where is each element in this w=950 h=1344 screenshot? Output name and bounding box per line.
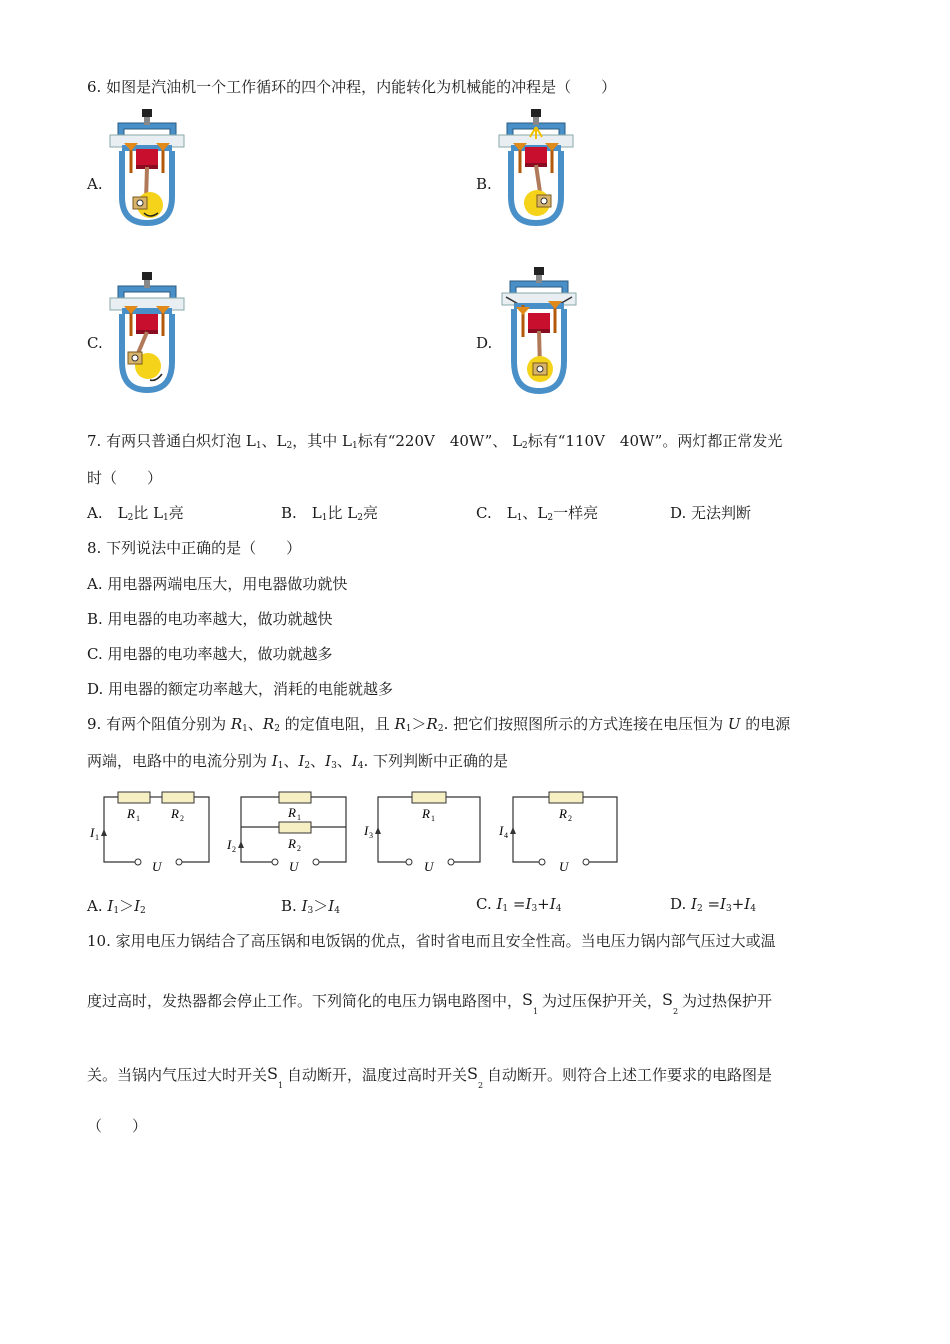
engine-figure-c	[104, 270, 190, 396]
q7-stem-line2: 时（ ）	[87, 469, 163, 487]
q9-option-d[interactable]: D. $I_2 =I_3+I_4$	[670, 895, 756, 914]
circuit-r2-only	[497, 787, 622, 875]
switch-s2-symbol: S 2	[662, 990, 679, 1016]
q8-stem: 8. 下列说法中正确的是（ ）	[87, 539, 302, 557]
svg-text:I: I	[227, 837, 232, 852]
engine-figure-a	[104, 107, 190, 229]
q6-stem: 6. 如图是汽油机一个工作循环的四个冲程，内能转化为机械能的冲程是（ ）	[87, 78, 617, 96]
svg-text:2: 2	[297, 844, 301, 853]
svg-text:R: R	[422, 806, 430, 821]
q8-option-a[interactable]: A. 用电器两端电压大，用电器做功就快	[87, 575, 348, 593]
circuit-series	[88, 787, 213, 875]
svg-text:I: I	[499, 823, 504, 838]
svg-text:R: R	[288, 836, 296, 851]
svg-text:R: R	[127, 806, 135, 821]
switch-s2-symbol: S 2	[467, 1064, 484, 1090]
q7-option-b[interactable]: B. $L_1$比 $L_2$亮	[281, 504, 378, 523]
svg-text:U: U	[559, 859, 569, 874]
svg-text:R: R	[288, 805, 296, 820]
engine-figure-d	[496, 265, 582, 397]
q10-stem-line1: 10. 家用电压力锅结合了高压锅和电饭锅的优点，省时省电而且安全性高。当电压力锅内部气压过大或温	[87, 932, 776, 950]
svg-text:U: U	[152, 859, 162, 874]
q7-option-a[interactable]: A. $L_2$比 $L_1$亮	[87, 504, 184, 523]
circuit-r1-only	[362, 787, 487, 875]
q6-option-c[interactable]: C.	[87, 334, 103, 352]
switch-s1-symbol: S 1	[522, 990, 539, 1016]
svg-text:4: 4	[504, 831, 508, 840]
q10-stem-line3: 关。当锅内气压过大时开关 S 1 自动断开，温度过高时开关 S 2 自动断开。则符合上述工作要求的电路图是	[87, 1052, 772, 1097]
svg-text:I: I	[90, 825, 95, 840]
q9-stem-line1: 9. 有两个阻值分别为 $R_1$、$R_2$ 的定值电阻，且 $R_1>R_2$. 把它们按照图所示的方式连接在电压恒为 U 的电源	[87, 715, 791, 734]
engine-figure-b	[493, 107, 579, 229]
svg-text:1: 1	[431, 814, 435, 823]
svg-text:U: U	[289, 859, 299, 874]
q6-option-d[interactable]: D.	[476, 334, 493, 352]
q9-option-b[interactable]: B. $I_3>I_4$	[281, 897, 340, 916]
q7-option-d[interactable]: D. 无法判断	[670, 504, 752, 522]
q9-option-c[interactable]: C. $I_1 =I_3+I_4$	[476, 895, 562, 914]
q8-option-c[interactable]: C. 用电器的电功率越大，做功就越多	[87, 645, 333, 663]
svg-text:1: 1	[95, 833, 99, 842]
svg-text:1: 1	[136, 814, 140, 823]
q7-stem: 7. 有两只普通白炽灯泡 $L_1$、$L_2$，其中 $L_1$标有“220V 40W”、 $L_2$标有“110V 40W”。两灯都正常发光	[87, 432, 783, 451]
svg-text:2: 2	[568, 814, 572, 823]
switch-s1-symbol: S 1	[267, 1064, 284, 1090]
q10-stem-line2: 度过高时，发热器都会停止工作。下列简化的电压力锅电路图中， S 1 为过压保护开关， S 2 为过热保护开	[87, 978, 772, 1023]
svg-text:U: U	[424, 859, 434, 874]
q9-stem-line2: 两端，电路中的电流分别为 $I_1$、$I_2$、$I_3$、$I_4$. 下列判断中正确的是	[87, 752, 509, 771]
q6-option-b[interactable]: B.	[476, 175, 492, 193]
q8-option-d[interactable]: D. 用电器的额定功率越大，消耗的电能就越多	[87, 680, 394, 698]
svg-text:2: 2	[232, 845, 236, 854]
svg-text:1: 1	[297, 813, 301, 822]
q6-option-a[interactable]: A.	[87, 175, 103, 193]
circuit-parallel	[225, 787, 350, 875]
q9-option-a[interactable]: A. $I_1>I_2$	[87, 897, 146, 916]
svg-text:R: R	[559, 806, 567, 821]
svg-text:R: R	[171, 806, 179, 821]
svg-text:2: 2	[180, 814, 184, 823]
svg-text:3: 3	[369, 831, 373, 840]
q7-option-c[interactable]: C. $L_1$、$L_2$一样亮	[476, 504, 599, 523]
svg-text:I: I	[364, 823, 369, 838]
q10-stem-line4: （ ）	[87, 1117, 148, 1135]
q8-option-b[interactable]: B. 用电器的电功率越大，做功就越快	[87, 610, 333, 628]
